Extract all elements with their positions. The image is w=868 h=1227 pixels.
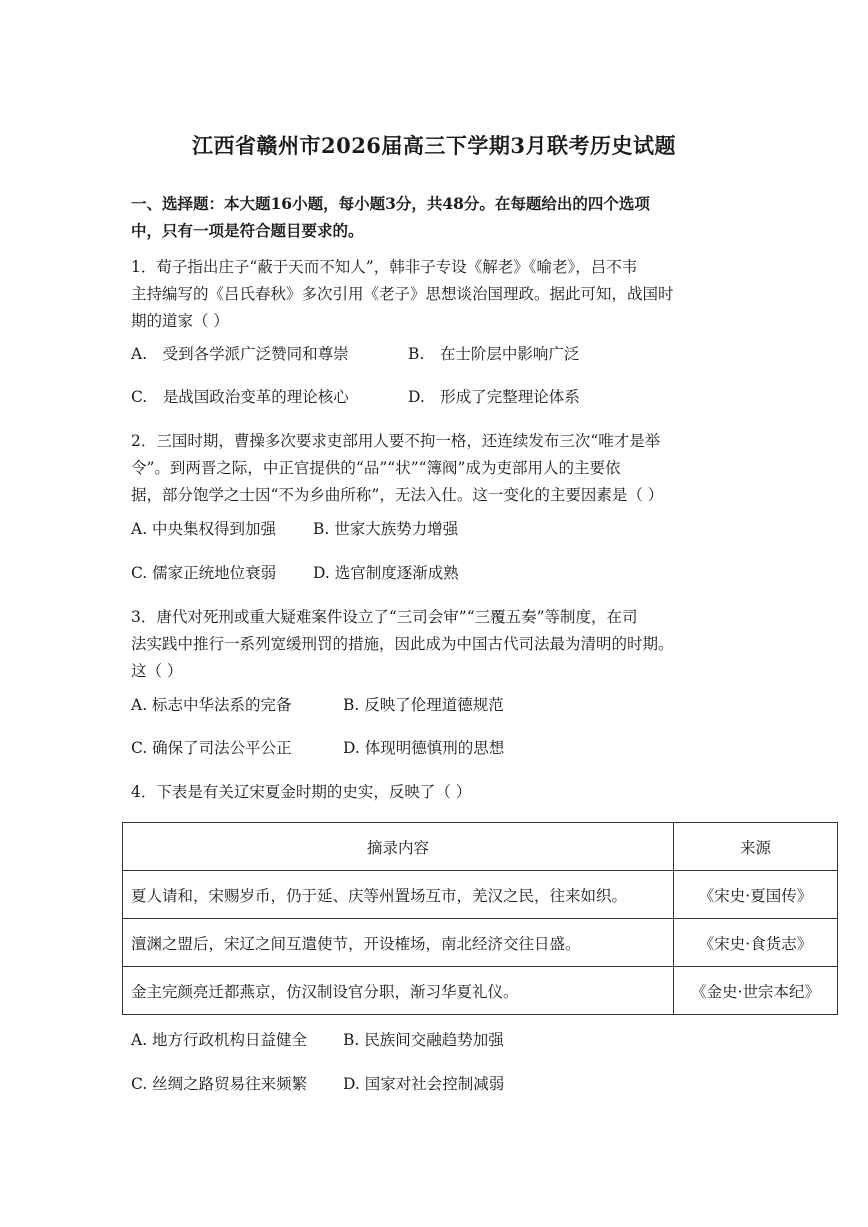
section-heading	[131, 190, 751, 244]
stem-line: 法实践中推行一系列宽缓刑罚的措施，因此成为中国古代司法最为清明的时期。	[131, 635, 674, 653]
section-heading-line: 一、选择题：本大题16小题，每小题3分，共48分。在每题给出的四个选项	[131, 194, 650, 213]
option-a[interactable]: A. 标志中华法系的完备	[131, 696, 292, 714]
table-row	[123, 871, 838, 919]
section-heading-line: 中，只有一项是符合题目要求的。	[131, 221, 364, 240]
history-excerpt-table	[122, 822, 838, 1015]
source-cell: 《宋史·夏国传》	[674, 871, 838, 919]
stem-line: 这（ ）	[131, 662, 183, 680]
option-b[interactable]: B. 民族间交融趋势加强	[343, 1031, 504, 1049]
table-row	[123, 967, 838, 1015]
stem-line: 令”。到两晋之际，中正官提供的“品”“状”“簿阀”成为吏部用人的主要依	[131, 459, 621, 477]
stem-line: 4．下表是有关辽宋夏金时期的史实，反映了（ ）	[131, 783, 472, 801]
excerpt-cell: 澶渊之盟后，宋辽之间互遣使节，开设榷场，南北经济交往日盛。	[123, 919, 674, 967]
question-1-options-row-1	[131, 343, 579, 365]
source-cell: 《金史·世宗本纪》	[674, 967, 838, 1015]
question-3-stem	[131, 604, 751, 685]
question-2-options-row-1	[131, 518, 458, 540]
option-d[interactable]: D. 选官制度逐渐成熟	[313, 564, 459, 582]
stem-line: 期的道家（ ）	[131, 312, 229, 330]
table-row	[123, 919, 838, 967]
table-header-row	[123, 823, 838, 871]
option-d[interactable]: D. 国家对社会控制减弱	[343, 1075, 505, 1093]
source-cell: 《宋史·食货志》	[674, 919, 838, 967]
question-1-stem	[131, 254, 751, 335]
column-header-source: 来源	[674, 823, 838, 871]
page-title: 江西省赣州市2026届高三下学期3月联考历史试题	[191, 133, 677, 158]
option-c[interactable]: C. 确保了司法公平公正	[131, 739, 292, 757]
option-a[interactable]: A. 中央集权得到加强	[131, 520, 277, 538]
question-3-options-row-1	[131, 694, 504, 716]
question-4-options-row-2	[131, 1073, 504, 1095]
question-1-options-row-2	[131, 386, 580, 408]
option-c[interactable]: C. 丝绸之路贸易往来频繁	[131, 1075, 308, 1093]
excerpt-cell: 金主完颜亮迁都燕京，仿汉制设官分职，渐习华夏礼仪。	[123, 967, 674, 1015]
question-3-options-row-2	[131, 737, 504, 759]
stem-line: 2．三国时期，曹操多次要求吏部用人要不拘一格，还连续发布三次“唯才是举	[131, 432, 661, 450]
option-c[interactable]: C. 儒家正统地位衰弱	[131, 564, 277, 582]
option-b[interactable]: B. 反映了伦理道德规范	[343, 696, 504, 714]
stem-line: 据，部分饱学之士因“不为乡曲所称”，无法入仕。这一变化的主要因素是（ ）	[131, 486, 664, 504]
option-b[interactable]: B. 世家大族势力增强	[313, 520, 459, 538]
option-d[interactable]: D. 体现明德慎刑的思想	[343, 739, 505, 757]
question-2-options-row-2	[131, 562, 459, 584]
option-a[interactable]: A. 地方行政机构日益健全	[131, 1031, 308, 1049]
question-4-options-row-1	[131, 1029, 504, 1051]
option-d[interactable]: D. 形成了完整理论体系	[408, 388, 580, 406]
stem-line: 3．唐代对死刑或重大疑难案件设立了“三司会审”“三覆五奏”等制度，在司	[131, 608, 638, 626]
question-4-stem	[131, 779, 751, 806]
stem-line: 主持编写的《吕氏春秋》多次引用《老子》思想谈治国理政。据此可知，战国时	[131, 285, 674, 303]
stem-line: 1．荀子指出庄子“蔽于天而不知人”，韩非子专设《解老》《喻老》，吕不韦	[131, 258, 638, 276]
option-b[interactable]: B. 在士阶层中影响广泛	[408, 345, 580, 363]
excerpt-cell: 夏人请和，宋赐岁币，仍于延、庆等州置场互市，羌汉之民，往来如织。	[123, 871, 674, 919]
question-2-stem	[131, 428, 751, 509]
option-c[interactable]: C. 是战国政治变革的理论核心	[131, 388, 349, 406]
column-header-content: 摘录内容	[123, 823, 674, 871]
option-a[interactable]: A. 受到各学派广泛赞同和尊崇	[131, 345, 349, 363]
